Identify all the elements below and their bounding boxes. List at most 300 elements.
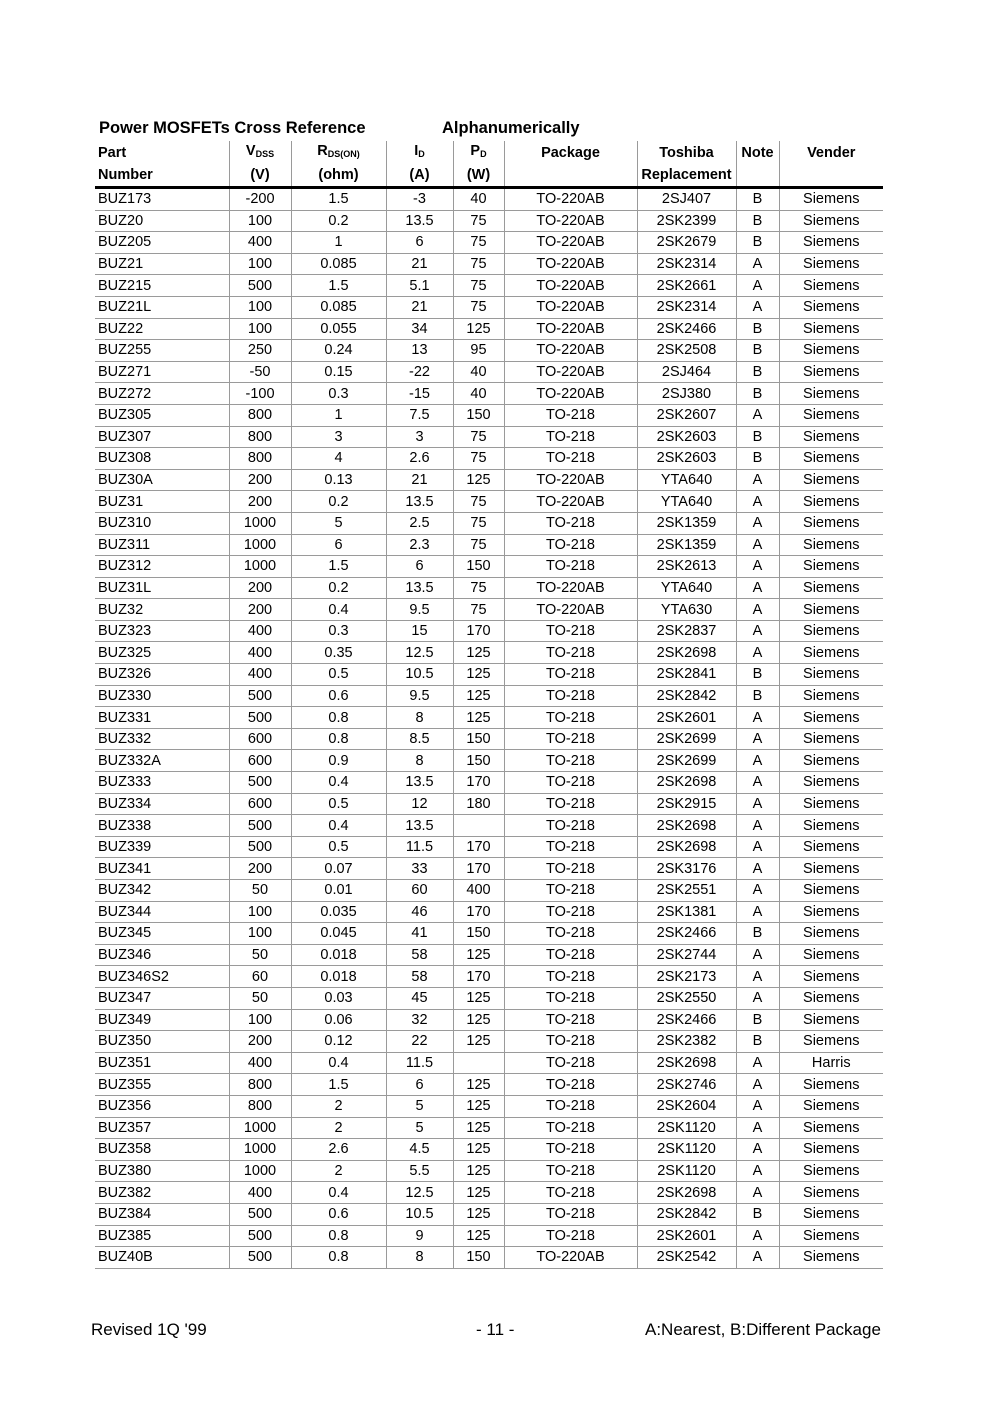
cell-id: 21 (386, 253, 453, 275)
cell-note: B (736, 318, 779, 340)
cell-id: 21 (386, 296, 453, 318)
cell-id: 13.5 (386, 210, 453, 232)
cell-id: 4.5 (386, 1139, 453, 1161)
cell-toshiba-replacement: 2SK2744 (637, 944, 736, 966)
table-row (95, 1052, 883, 1074)
cell-package: TO-220AB (504, 318, 637, 340)
cell-id: 9 (386, 1225, 453, 1247)
table-row (95, 880, 883, 902)
col-header-package-sub (504, 165, 637, 188)
cell-package: TO-220AB (504, 577, 637, 599)
cell-id: 13.5 (386, 491, 453, 513)
table-row (95, 1247, 883, 1269)
cell-vdss: 100 (229, 1009, 291, 1031)
table-row (95, 534, 883, 556)
cell-toshiba-replacement: 2SK1120 (637, 1160, 736, 1182)
table-row (95, 664, 883, 686)
cell-rds-on: 0.3 (291, 383, 386, 405)
cell-pd: 40 (453, 383, 504, 405)
cell-package: TO-218 (504, 901, 637, 923)
cell-vdss: 500 (229, 1247, 291, 1269)
table-row (95, 599, 883, 621)
cell-vender: Siemens (779, 1160, 883, 1182)
cell-vender: Siemens (779, 642, 883, 664)
cell-note: B (736, 188, 779, 211)
cell-package: TO-218 (504, 1139, 637, 1161)
cell-pd: 150 (453, 1247, 504, 1269)
cell-package: TO-218 (504, 815, 637, 837)
cell-note: A (736, 1160, 779, 1182)
cell-package: TO-218 (504, 620, 637, 642)
cell-vender: Siemens (779, 1203, 883, 1225)
cell-note: A (736, 599, 779, 621)
cell-note: A (736, 620, 779, 642)
cell-toshiba-replacement: 2SK2550 (637, 987, 736, 1009)
cell-note: A (736, 836, 779, 858)
cell-rds-on: 0.2 (291, 491, 386, 513)
table-row (95, 556, 883, 578)
cell-package: TO-220AB (504, 253, 637, 275)
cell-pd: 125 (453, 987, 504, 1009)
cell-vdss: -50 (229, 361, 291, 383)
cell-pd: 75 (453, 275, 504, 297)
cell-package: TO-218 (504, 685, 637, 707)
col-header-id: $I_D$ (386, 141, 453, 165)
cell-vdss: 200 (229, 1031, 291, 1053)
cell-rds-on: 0.2 (291, 577, 386, 599)
cell-toshiba-replacement: 2SJ407 (637, 188, 736, 211)
cell-pd: 150 (453, 750, 504, 772)
cell-rds-on: 1 (291, 232, 386, 254)
cell-pd: 125 (453, 1074, 504, 1096)
cell-vdss: 800 (229, 426, 291, 448)
cell-toshiba-replacement: 2SK2466 (637, 1009, 736, 1031)
cell-vender: Siemens (779, 664, 883, 686)
cell-pd: 150 (453, 404, 504, 426)
table-row (95, 448, 883, 470)
cell-id: 2.5 (386, 512, 453, 534)
col-header-toshiba: Toshiba (637, 141, 736, 165)
cell-toshiba-replacement: 2SK2601 (637, 1225, 736, 1247)
cell-vdss: 100 (229, 923, 291, 945)
cell-part-number: BUZ349 (95, 1009, 229, 1031)
cell-vdss: 100 (229, 318, 291, 340)
cell-toshiba-replacement: 2SK2601 (637, 707, 736, 729)
cell-id: 11.5 (386, 1052, 453, 1074)
cell-pd: 125 (453, 318, 504, 340)
table-row (95, 750, 883, 772)
cell-vender: Siemens (779, 772, 883, 794)
cell-note: B (736, 923, 779, 945)
cell-vender: Siemens (779, 296, 883, 318)
cell-id: 46 (386, 901, 453, 923)
cell-vdss: 250 (229, 340, 291, 362)
cell-package: TO-218 (504, 772, 637, 794)
cell-toshiba-replacement: 2SK2841 (637, 664, 736, 686)
cell-pd: 125 (453, 1031, 504, 1053)
cell-part-number: BUZ308 (95, 448, 229, 470)
cell-vdss: 400 (229, 620, 291, 642)
cell-package: TO-218 (504, 1074, 637, 1096)
cell-id: 9.5 (386, 685, 453, 707)
cell-vender: Siemens (779, 556, 883, 578)
col-header-part-sub: Number (95, 165, 229, 188)
cell-part-number: BUZ312 (95, 556, 229, 578)
table-row (95, 188, 883, 211)
col-header-pd-unit: (W) (453, 165, 504, 188)
col-header-rds: $R_{DS(ON)}$ (291, 141, 386, 165)
cell-rds-on: 0.2 (291, 210, 386, 232)
cell-part-number: BUZ358 (95, 1139, 229, 1161)
cell-id: 13.5 (386, 772, 453, 794)
cell-id: 12 (386, 793, 453, 815)
cell-note: A (736, 1074, 779, 1096)
cell-vdss: 100 (229, 253, 291, 275)
cell-note: A (736, 1117, 779, 1139)
table-row (95, 1095, 883, 1117)
cell-vdss: 500 (229, 1203, 291, 1225)
cell-toshiba-replacement: 2SK2915 (637, 793, 736, 815)
cell-vdss: 1000 (229, 556, 291, 578)
table-row (95, 1117, 883, 1139)
cell-vender: Siemens (779, 880, 883, 902)
cell-part-number: BUZ339 (95, 836, 229, 858)
cell-rds-on: 0.35 (291, 642, 386, 664)
cell-vender: Siemens (779, 620, 883, 642)
cell-package: TO-218 (504, 1095, 637, 1117)
table-row (95, 1031, 883, 1053)
cell-pd: 75 (453, 512, 504, 534)
cell-package: TO-218 (504, 836, 637, 858)
cell-pd (453, 1052, 504, 1074)
cell-part-number: BUZ21L (95, 296, 229, 318)
cell-rds-on: 0.4 (291, 599, 386, 621)
cell-part-number: BUZ325 (95, 642, 229, 664)
footer-legend: A:Nearest, B:Different Package (645, 1320, 881, 1339)
cell-id: 8 (386, 707, 453, 729)
cell-package: TO-218 (504, 728, 637, 750)
col-header-vdss: $V_{DSS}$ (229, 141, 291, 165)
cell-part-number: BUZ22 (95, 318, 229, 340)
cell-id: 21 (386, 469, 453, 491)
cell-toshiba-replacement: 2SK2746 (637, 1074, 736, 1096)
cell-rds-on: 0.6 (291, 685, 386, 707)
cell-id: 12.5 (386, 1182, 453, 1204)
cell-vender: Harris (779, 1052, 883, 1074)
cell-toshiba-replacement: 2SK2698 (637, 815, 736, 837)
cell-toshiba-replacement: 2SK2314 (637, 296, 736, 318)
cell-vdss: 500 (229, 815, 291, 837)
cell-package: TO-220AB (504, 383, 637, 405)
cell-vender: Siemens (779, 728, 883, 750)
cell-pd: 125 (453, 1182, 504, 1204)
cell-note: A (736, 556, 779, 578)
cell-vender: Siemens (779, 685, 883, 707)
cell-part-number: BUZ31L (95, 577, 229, 599)
cell-note: B (736, 685, 779, 707)
cell-part-number: BUZ344 (95, 901, 229, 923)
cell-toshiba-replacement: 2SK1381 (637, 901, 736, 923)
cell-pd: 40 (453, 361, 504, 383)
table-body (95, 188, 883, 1269)
cell-package: TO-218 (504, 448, 637, 470)
cell-pd: 75 (453, 296, 504, 318)
cell-package: TO-220AB (504, 296, 637, 318)
cell-pd: 125 (453, 685, 504, 707)
cell-toshiba-replacement: YTA630 (637, 599, 736, 621)
cell-note: B (736, 1203, 779, 1225)
cell-rds-on: 0.8 (291, 1225, 386, 1247)
cell-vender: Siemens (779, 815, 883, 837)
cell-toshiba-replacement: 2SK2508 (637, 340, 736, 362)
cell-toshiba-replacement: 2SK2679 (637, 232, 736, 254)
cell-pd: 75 (453, 426, 504, 448)
cell-id: 5.5 (386, 1160, 453, 1182)
cell-pd: 75 (453, 599, 504, 621)
cell-note: B (736, 232, 779, 254)
table-row (95, 901, 883, 923)
cell-rds-on: 2 (291, 1117, 386, 1139)
cell-package: TO-220AB (504, 361, 637, 383)
cell-vdss: 400 (229, 1052, 291, 1074)
cell-vdss: 800 (229, 404, 291, 426)
cell-vender: Siemens (779, 1074, 883, 1096)
cell-part-number: BUZ332 (95, 728, 229, 750)
cell-note: A (736, 772, 779, 794)
cell-id: 2.6 (386, 448, 453, 470)
cell-package: TO-218 (504, 923, 637, 945)
cell-part-number: BUZ32 (95, 599, 229, 621)
cell-id: 13 (386, 340, 453, 362)
cell-pd: 125 (453, 1117, 504, 1139)
cell-pd: 125 (453, 1160, 504, 1182)
cell-note: B (736, 664, 779, 686)
cell-part-number: BUZ271 (95, 361, 229, 383)
cell-vdss: 400 (229, 642, 291, 664)
cell-toshiba-replacement: 2SK1359 (637, 534, 736, 556)
cell-package: TO-218 (504, 966, 637, 988)
cell-vdss: 500 (229, 685, 291, 707)
cell-vender: Siemens (779, 923, 883, 945)
cell-part-number: BUZ382 (95, 1182, 229, 1204)
cell-package: TO-218 (504, 1182, 637, 1204)
cell-note: A (736, 404, 779, 426)
cell-rds-on: 1.5 (291, 275, 386, 297)
cell-rds-on: 0.07 (291, 858, 386, 880)
cell-vender: Siemens (779, 1117, 883, 1139)
cell-part-number: BUZ355 (95, 1074, 229, 1096)
cell-vender: Siemens (779, 966, 883, 988)
cell-toshiba-replacement: 2SK2542 (637, 1247, 736, 1269)
cell-note: A (736, 512, 779, 534)
table-row (95, 685, 883, 707)
cell-toshiba-replacement: 2SK1120 (637, 1117, 736, 1139)
cell-rds-on: 0.085 (291, 296, 386, 318)
col-header-vdss-unit: (V) (229, 165, 291, 188)
cell-toshiba-replacement: 2SK2603 (637, 448, 736, 470)
cell-toshiba-replacement: 2SJ380 (637, 383, 736, 405)
cell-vdss: 1000 (229, 534, 291, 556)
cell-rds-on: 1.5 (291, 556, 386, 578)
cell-package: TO-218 (504, 664, 637, 686)
cell-id: 5 (386, 1095, 453, 1117)
cell-package: TO-218 (504, 793, 637, 815)
cell-rds-on: 0.5 (291, 793, 386, 815)
cell-pd: 75 (453, 577, 504, 599)
cell-id: 10.5 (386, 664, 453, 686)
cell-pd: 125 (453, 469, 504, 491)
cell-pd: 125 (453, 944, 504, 966)
cell-vdss: -100 (229, 383, 291, 405)
cell-rds-on: 1.5 (291, 188, 386, 211)
cell-part-number: BUZ346S2 (95, 966, 229, 988)
cell-vdss: 600 (229, 728, 291, 750)
cell-rds-on: 0.4 (291, 1052, 386, 1074)
cell-id: 9.5 (386, 599, 453, 621)
cell-note: A (736, 858, 779, 880)
cell-part-number: BUZ215 (95, 275, 229, 297)
cell-package: TO-218 (504, 707, 637, 729)
cell-part-number: BUZ310 (95, 512, 229, 534)
cell-toshiba-replacement: 2SK2314 (637, 253, 736, 275)
cell-vender: Siemens (779, 404, 883, 426)
cell-note: A (736, 275, 779, 297)
cell-id: 58 (386, 944, 453, 966)
cell-vender: Siemens (779, 361, 883, 383)
table-row (95, 253, 883, 275)
table-row (95, 275, 883, 297)
cell-vender: Siemens (779, 1139, 883, 1161)
cell-part-number: BUZ323 (95, 620, 229, 642)
table-row (95, 426, 883, 448)
cell-vdss: 500 (229, 1225, 291, 1247)
cell-vender: Siemens (779, 253, 883, 275)
cell-note: B (736, 210, 779, 232)
cell-part-number: BUZ380 (95, 1160, 229, 1182)
cell-toshiba-replacement: 2SK2699 (637, 728, 736, 750)
table-row (95, 232, 883, 254)
cell-part-number: BUZ334 (95, 793, 229, 815)
cell-note: A (736, 880, 779, 902)
cell-note: A (736, 1225, 779, 1247)
cell-part-number: BUZ384 (95, 1203, 229, 1225)
table-row (95, 620, 883, 642)
cell-part-number: BUZ331 (95, 707, 229, 729)
cell-toshiba-replacement: 2SK2837 (637, 620, 736, 642)
cell-note: A (736, 469, 779, 491)
cell-toshiba-replacement: 2SK2698 (637, 642, 736, 664)
cell-vdss: 100 (229, 901, 291, 923)
cell-note: A (736, 534, 779, 556)
cell-note: A (736, 966, 779, 988)
cell-part-number: BUZ40B (95, 1247, 229, 1269)
cell-vender: Siemens (779, 188, 883, 211)
cell-rds-on: 0.06 (291, 1009, 386, 1031)
cell-note: A (736, 944, 779, 966)
cell-rds-on: 2 (291, 1095, 386, 1117)
cell-vender: Siemens (779, 512, 883, 534)
cell-id: 32 (386, 1009, 453, 1031)
cell-vdss: 1000 (229, 1160, 291, 1182)
col-header-vender-sub (779, 165, 883, 188)
cell-note: A (736, 642, 779, 664)
cell-pd: 40 (453, 188, 504, 211)
cell-package: TO-220AB (504, 275, 637, 297)
table-row (95, 707, 883, 729)
cell-rds-on: 0.055 (291, 318, 386, 340)
table-row (95, 296, 883, 318)
cell-id: 13.5 (386, 577, 453, 599)
cell-package: TO-220AB (504, 491, 637, 513)
cell-vdss: 200 (229, 577, 291, 599)
cell-toshiba-replacement: 2SK2698 (637, 772, 736, 794)
cell-package: TO-218 (504, 1225, 637, 1247)
cell-vender: Siemens (779, 577, 883, 599)
cell-id: 5.1 (386, 275, 453, 297)
cell-toshiba-replacement: 2SK2698 (637, 1052, 736, 1074)
cell-part-number: BUZ385 (95, 1225, 229, 1247)
cell-note: A (736, 1052, 779, 1074)
cell-part-number: BUZ255 (95, 340, 229, 362)
cell-toshiba-replacement: YTA640 (637, 577, 736, 599)
cell-vender: Siemens (779, 836, 883, 858)
cell-pd: 150 (453, 728, 504, 750)
cell-vender: Siemens (779, 383, 883, 405)
table-row (95, 966, 883, 988)
cell-pd: 400 (453, 880, 504, 902)
cell-id: 6 (386, 556, 453, 578)
table-row (95, 793, 883, 815)
cell-part-number: BUZ341 (95, 858, 229, 880)
cell-package: TO-220AB (504, 210, 637, 232)
cell-package: TO-218 (504, 1203, 637, 1225)
cell-vdss: 800 (229, 448, 291, 470)
col-header-part: Part (95, 141, 229, 165)
cell-id: 6 (386, 1074, 453, 1096)
cell-rds-on: 0.018 (291, 966, 386, 988)
col-header-id-unit: (A) (386, 165, 453, 188)
cell-vender: Siemens (779, 1095, 883, 1117)
cell-vender: Siemens (779, 1247, 883, 1269)
cell-vender: Siemens (779, 534, 883, 556)
table-row (95, 318, 883, 340)
cell-vdss: 500 (229, 772, 291, 794)
cell-id: 6 (386, 232, 453, 254)
cell-id: 8 (386, 1247, 453, 1269)
cell-note: A (736, 728, 779, 750)
cell-vdss: 800 (229, 1095, 291, 1117)
cell-toshiba-replacement: 2SK1120 (637, 1139, 736, 1161)
table-row (95, 210, 883, 232)
cell-rds-on: 0.045 (291, 923, 386, 945)
cell-part-number: BUZ357 (95, 1117, 229, 1139)
cell-id: 8.5 (386, 728, 453, 750)
cell-note: B (736, 448, 779, 470)
cell-note: A (736, 491, 779, 513)
cell-rds-on: 0.01 (291, 880, 386, 902)
cell-pd: 95 (453, 340, 504, 362)
cell-package: TO-220AB (504, 1247, 637, 1269)
cell-rds-on: 0.018 (291, 944, 386, 966)
cell-id: 12.5 (386, 642, 453, 664)
cell-vdss: 50 (229, 880, 291, 902)
cell-pd: 170 (453, 966, 504, 988)
cell-rds-on: 0.03 (291, 987, 386, 1009)
cell-part-number: BUZ326 (95, 664, 229, 686)
cell-package: TO-220AB (504, 469, 637, 491)
cell-note: A (736, 253, 779, 275)
page-title-row (99, 119, 580, 138)
